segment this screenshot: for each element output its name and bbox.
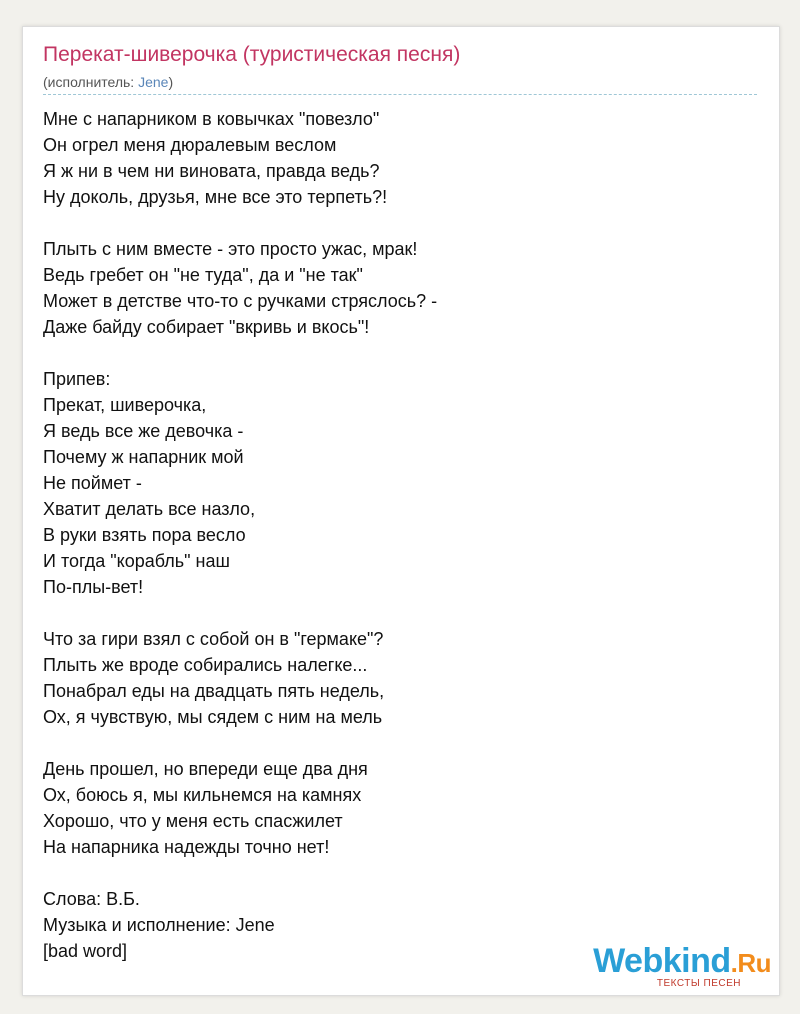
lyric-line: Хватит делать все назло, [43,499,256,519]
lyric-line: Он огрел меня дюралевым веслом [43,135,337,155]
lyric-line: Не поймет - [43,473,142,493]
lyric-line: Я ведь все же девочка - [43,421,244,441]
lyric-line: Ох, я чувствую, мы сядем с ним на мель [43,707,383,727]
lyric-line: Понабрал еды на двадцать пять недель, [43,681,385,701]
lyric-line: И тогда "корабль" наш [43,551,230,571]
site-logo[interactable] [593,944,771,989]
lyric-line: Прекат, шиверочка, [43,395,207,415]
lyrics-card [22,26,780,996]
lyric-line: По-плы-вет! [43,577,144,597]
lyric-line: В руки взять пора весло [43,525,246,545]
performer-suffix: ) [168,74,174,90]
lyric-line: Ну доколь, друзья, мне все это терпеть?! [43,187,388,207]
lyric-line: Плыть с ним вместе - это просто ужас, мрак! [43,239,418,259]
lyrics-stanza [43,366,763,600]
lyrics-stanza [43,106,763,210]
logo-brand: Webkind [593,942,731,980]
lyric-line: Музыка и исполнение: Jene [43,915,275,935]
lyric-line: День прошел, но впереди еще два дня [43,759,368,779]
performer-prefix: (исполнитель: [43,74,139,90]
lyric-line: Я ж ни в чем ни виновата, правда ведь? [43,161,380,181]
logo-tld: .Ru [730,948,771,978]
lyric-line: Ведь гребет он "не туда", да и "не так" [43,265,363,285]
lyrics-body [43,106,763,964]
logo-subtitle: ТЕКСТЫ ПЕСЕН [656,978,741,989]
lyric-line: Даже байду собирает "вкривь и вкось"! [43,317,370,337]
lyric-line: Мне с напарником в ковычках "повезло" [43,109,380,129]
performer-link[interactable]: Jene [138,74,169,90]
lyric-line: Припев: [43,369,111,389]
lyrics-stanza [43,626,763,730]
page-title: Перекат-шиверочка (туристическая песня) [43,43,461,66]
lyric-line: Плыть же вроде собирались налегке... [43,655,368,675]
lyrics-stanza [43,236,763,340]
lyric-line: Почему ж напарник мой [43,447,244,467]
performer-line [43,74,173,90]
lyric-line: Слова: В.Б. [43,889,140,909]
lyric-line: Ох, боюсь я, мы кильнемся на камнях [43,785,362,805]
lyric-line: [bad word] [43,941,128,961]
lyric-line: Что за гири взял с собой он в "гермаке"? [43,629,384,649]
header-divider [43,94,757,95]
lyric-line: На напарника надежды точно нет! [43,837,330,857]
lyrics-stanza [43,756,763,860]
lyric-line: Может в детстве что-то с ручками стряслось? - [43,291,438,311]
lyric-line: Хорошо, что у меня есть спасжилет [43,811,343,831]
logo-wordmark [593,944,771,980]
